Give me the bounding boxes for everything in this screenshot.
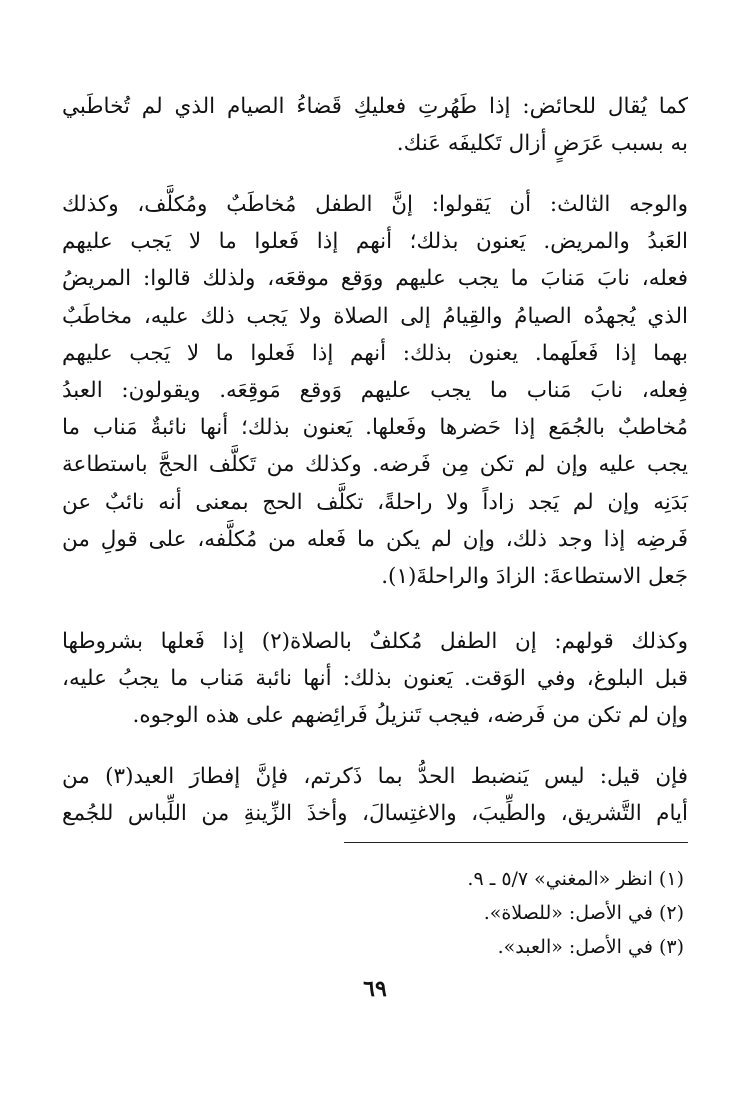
footnote-separator bbox=[344, 842, 688, 843]
text-line: فإن قيل: ليس يَنضبط الحدُّ بما ذَكرتم، فإنَّ إفطارَ العيد(٣) من bbox=[62, 764, 688, 789]
text-line: بهما إذا فَعلَهما. يعنون بذلك: أنهم إذا فَعلوا ما لا يَجب عليهم bbox=[62, 340, 688, 366]
text-line: وإن لم تكن من فَرضه، فيجب تَنزيلُ فَرائِضهم على هذه الوجوه. bbox=[132, 703, 688, 728]
text-line: فِعله، نابَ مَناب ما يجب عليهم وَوقع مَوقِعَه. ويقولون: العبدُ bbox=[62, 377, 688, 403]
footnote: (٣) في الأصل: «العبد». bbox=[497, 936, 684, 958]
text-line: قبل البلوغ، وفي الوَقت. يَعنون بذلك: أنها نائبة مَناب ما يجبُ عليه، bbox=[62, 666, 688, 691]
text-line: الذي يُجهدُه الصيامُ والقِيامُ إلى الصلاة ولا يَجب ذلك عليه، مخاطَبٌ bbox=[62, 303, 688, 329]
text-line: بَدَنِه وإن لم يَجد زاداً ولا راحلةً، تكلَّف الحج بمعنى أنه نائبٌ عن bbox=[62, 489, 688, 515]
paragraph-4 bbox=[62, 758, 688, 832]
page-number: ٦٩ bbox=[363, 976, 387, 1002]
text-line: جَعل الاستطاعةَ: الزادَ والراحلةَ(١). bbox=[381, 563, 688, 589]
text-line: كما يُقال للحائض: إذا طَهُرتِ فعليكِ قَضاءُ الصيام الذي لم تُخاطَبي bbox=[62, 94, 688, 119]
footnotes bbox=[64, 862, 684, 964]
text-line: يجب عليه وإن لم تكن مِن فَرضه. وكذلك من تَكلَّف الحجَّ باستطاعة bbox=[62, 452, 688, 478]
paragraph-2 bbox=[62, 186, 688, 595]
text-line: به بسبب عَرَضٍ أزال تَكليفَه عَنك. bbox=[396, 131, 688, 156]
paragraph-3 bbox=[62, 623, 688, 734]
footnote: (٢) في الأصل: «للصلاة». bbox=[483, 902, 684, 924]
text-line: فَرضِه إذا وجد ذلك، وإن لم يكن ما فَعله من مُكلَّفه، على قولِ من bbox=[62, 526, 688, 552]
text-line: وكذلك قولهم: إن الطفل مُكلفٌ بالصلاة(٢) إذا فَعلها بشروطها bbox=[62, 629, 689, 654]
text-line: مُخاطبٌ بالجُمَع إذا حَضرها وفَعلها. يَعنون بذلك؛ أنها نائبةٌ مَناب ما bbox=[62, 415, 688, 441]
text-line: والوجه الثالث: أن يَقولوا: إنَّ الطفل مُخاطَبٌ ومُكلَّف، وكذلك bbox=[62, 192, 688, 217]
text-line: أيام التَّشريق، والطِّيبَ، والاغتِسالَ، وأخذَ الزِّينةِ من اللِّباس للجُمع bbox=[62, 801, 688, 826]
text-line: العَبدُ والمريض. يَعنون بذلك؛ أنهم إذا فَعلوا ما لا يَجب عليهم bbox=[62, 229, 688, 255]
text-line: فعله، نابَ مَنابَ ما يجب عليهم ووَقع موقعَه، ولذلك قالوا: المريضُ bbox=[62, 266, 689, 292]
footnote: (١) انظر «المغني» ٥/٧ ـ ٩. bbox=[467, 868, 684, 890]
paragraph-1 bbox=[62, 88, 688, 162]
